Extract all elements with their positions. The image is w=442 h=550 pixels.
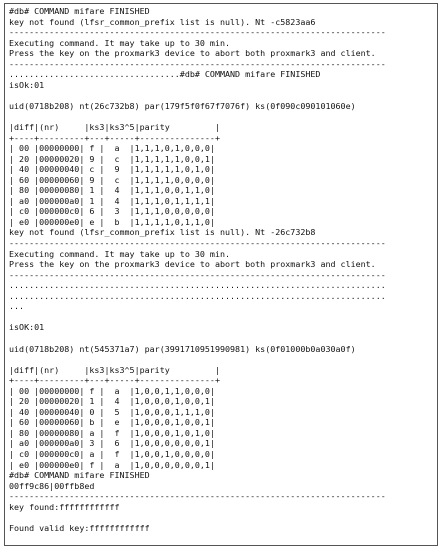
terminal-line: ...	[9, 301, 25, 312]
terminal-line: | 80 |00000080| a | f |1,0,0,0,1,0,1,0|	[9, 427, 215, 438]
terminal-line	[9, 512, 437, 523]
terminal-line: +----+---------+---+-----+---------------+	[9, 375, 220, 386]
terminal-line: ---------------------------------------------------------------------------	[9, 238, 386, 249]
terminal-line: | 20 |00000020| 1 | 4 |1,0,0,0,1,0,0,1|	[9, 396, 215, 407]
terminal-line: ..................................#db# COMMAND mifare FINISHED	[9, 69, 321, 80]
terminal-line: | a0 |000000a0| 3 | 6 |1,0,0,0,0,0,0,1|	[9, 438, 215, 449]
terminal-line: ---------------------------------------------------------------------------	[9, 27, 386, 38]
terminal-line: 00ff9c86|00ffb8ed	[9, 480, 95, 491]
terminal-line: Executing command. It may take up to 30 min.	[9, 248, 231, 259]
terminal-line: #db# COMMAND mifare FINISHED	[9, 6, 150, 16]
terminal-line: | 00 |00000000| f | a |1,1,1,0,1,0,0,0|	[9, 143, 215, 154]
terminal-line: uid(0718b208) nt(545371a7) par(3991710951990981) ks(0f01000b0a030a0f)	[9, 343, 356, 354]
terminal-line: Found valid key:ffffffffffff	[9, 522, 150, 533]
terminal-line: | c0 |000000c0| a | f |1,0,0,1,0,0,0,0|	[9, 448, 215, 459]
terminal-line	[9, 90, 437, 101]
terminal-line: isOk:01	[9, 79, 45, 90]
terminal-line: | 80 |00000080| 1 | 4 |1,1,1,0,0,1,1,0|	[9, 185, 215, 196]
terminal-line: Press the key on the proxmark3 device to abort both proxmark3 and client.	[9, 48, 376, 59]
terminal-line: key not found (lfsr_common_prefix list is null). Nt -26c732b8	[9, 227, 316, 238]
terminal-line: ---------------------------------------------------------------------------	[9, 491, 386, 502]
terminal-line: Executing command. It may take up to 30 min.	[9, 37, 231, 48]
terminal-line: | e0 |000000e0| f | a |1,0,0,0,0,0,0,1|	[9, 459, 215, 470]
terminal-line: | 60 |00000060| b | e |1,0,0,0,1,0,0,1|	[9, 417, 215, 428]
terminal-line: #db# COMMAND mifare FINISHED	[9, 470, 150, 481]
terminal-output[interactable]	[4, 3, 438, 546]
terminal-line: | c0 |000000c0| 6 | 3 |1,1,1,0,0,0,0,0|	[9, 206, 215, 217]
terminal-line	[9, 312, 437, 323]
terminal-line: |diff|(nr) |ks3|ks3^5|parity |	[9, 364, 220, 375]
terminal-line: ...........................................................................	[9, 290, 386, 301]
terminal-line: ...........................................................................	[9, 280, 386, 291]
terminal-line: ---------------------------------------------------------------------------	[9, 58, 386, 69]
terminal-line: | 00 |00000000| f | a |1,0,0,1,1,0,0,0|	[9, 385, 215, 396]
terminal-line: isOK:01	[9, 322, 45, 333]
terminal-line	[9, 333, 437, 344]
terminal-line: | 20 |00000020| 9 | c |1,1,1,1,1,0,0,1|	[9, 153, 215, 164]
terminal-line	[9, 354, 437, 365]
terminal-line: key found:ffffffffffff	[9, 501, 120, 512]
terminal-line: key not found (lfsr_common_prefix list is null). Nt -c5823aa6	[9, 16, 316, 27]
terminal-line: | a0 |000000a0| 1 | 4 |1,1,1,0,1,1,1,1|	[9, 195, 215, 206]
terminal-line: | 40 |00000040| 0 | 5 |1,0,0,0,1,1,1,0|	[9, 406, 215, 417]
terminal-line: | 40 |00000040| c | 9 |1,1,1,1,1,0,1,0|	[9, 164, 215, 175]
terminal-line: |diff|(nr) |ks3|ks3^5|parity |	[9, 122, 220, 133]
terminal-line: | 60 |00000060| 9 | c |1,1,1,1,0,0,0,0|	[9, 174, 215, 185]
terminal-line	[9, 111, 437, 122]
terminal-line: +----+---------+---+-----+---------------+	[9, 132, 220, 143]
terminal-line: | e0 |000000e0| e | b |1,1,1,1,0,1,1,0|	[9, 216, 215, 227]
terminal-line: uid(0718b208) nt(26c732b8) par(179f5f0f67f7076f) ks(0f090c090101060e)	[9, 100, 356, 111]
terminal-line: Press the key on the proxmark3 device to abort both proxmark3 and client.	[9, 259, 376, 270]
terminal-line: ---------------------------------------------------------------------------	[9, 269, 386, 280]
